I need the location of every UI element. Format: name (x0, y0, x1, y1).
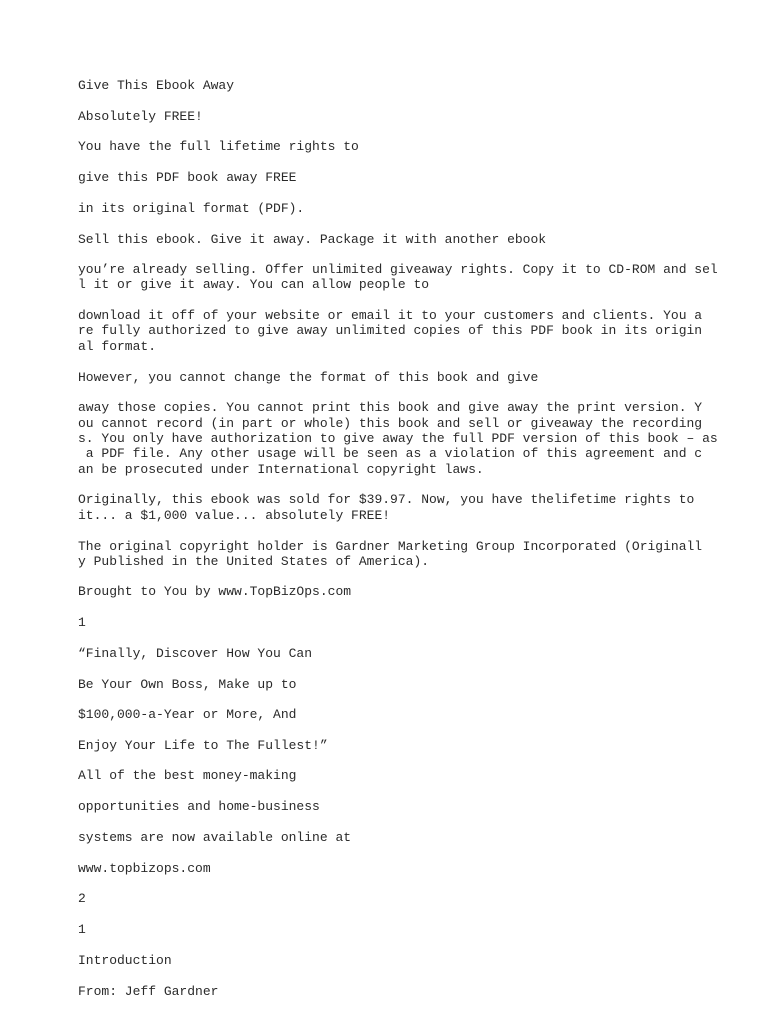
brought-by-line: Brought to You by www.TopBizOps.com (78, 584, 352, 599)
promo-line: systems are now available online at (78, 830, 352, 845)
ebook-title-line: Give This Ebook Away (78, 78, 235, 93)
body-text-line: download it off of your website or email it to your customers and clients. You a (78, 308, 703, 323)
promo-line: All of the best money-making (78, 768, 297, 783)
author-line: From: Jeff Gardner (78, 984, 219, 999)
body-text-line: a PDF file. Any other usage will be seen as a violation of this agreement and c (78, 446, 703, 461)
page-number: 2 (78, 891, 86, 906)
body-text-line: The original copyright holder is Gardner Marketing Group Incorporated (Originall (78, 539, 703, 554)
promo-line: opportunities and home-business (78, 799, 320, 814)
body-text-line: an be prosecuted under International copyright laws. (78, 462, 484, 477)
headline-line: “Finally, Discover How You Can (78, 646, 313, 661)
page-number: 1 (78, 615, 86, 630)
rights-line: give this PDF book away FREE (78, 170, 297, 185)
headline-line: Enjoy Your Life to The Fullest!” (78, 738, 328, 753)
body-text-line: ou cannot record (in part or whole) this book and sell or giveaway the recording (78, 416, 703, 431)
body-text-line: s. You only have authorization to give away the full PDF version of this book – as (78, 431, 718, 446)
body-text-line: it... a $1,000 value... absolutely FREE! (78, 508, 391, 523)
free-line: Absolutely FREE! (78, 109, 203, 124)
body-text-line: you’re already selling. Offer unlimited giveaway rights. Copy it to CD-ROM and sel (78, 262, 718, 277)
rights-line: You have the full lifetime rights to (78, 139, 359, 154)
body-text-line: al format. (78, 339, 157, 354)
headline-line: Be Your Own Boss, Make up to (78, 677, 297, 692)
website-line: www.topbizops.com (78, 861, 211, 876)
rights-line: in its original format (PDF). (78, 201, 305, 216)
page-number: 1 (78, 922, 86, 937)
body-text-line: away those copies. You cannot print this book and give away the print version. Y (78, 400, 703, 415)
body-text-line: Sell this ebook. Give it away. Package it with another ebook (78, 232, 547, 247)
body-text-line: l it or give it away. You can allow people to (78, 277, 430, 292)
body-text-line: Originally, this ebook was sold for $39.97. Now, you have thelifetime rights to (78, 492, 695, 507)
section-heading: Introduction (78, 953, 172, 968)
body-text-line: y Published in the United States of America). (78, 554, 430, 569)
body-text-line: re fully authorized to give away unlimited copies of this PDF book in its origin (78, 323, 703, 338)
body-text-line: However, you cannot change the format of this book and give (78, 370, 539, 385)
headline-line: $100,000-a-Year or More, And (78, 707, 297, 722)
